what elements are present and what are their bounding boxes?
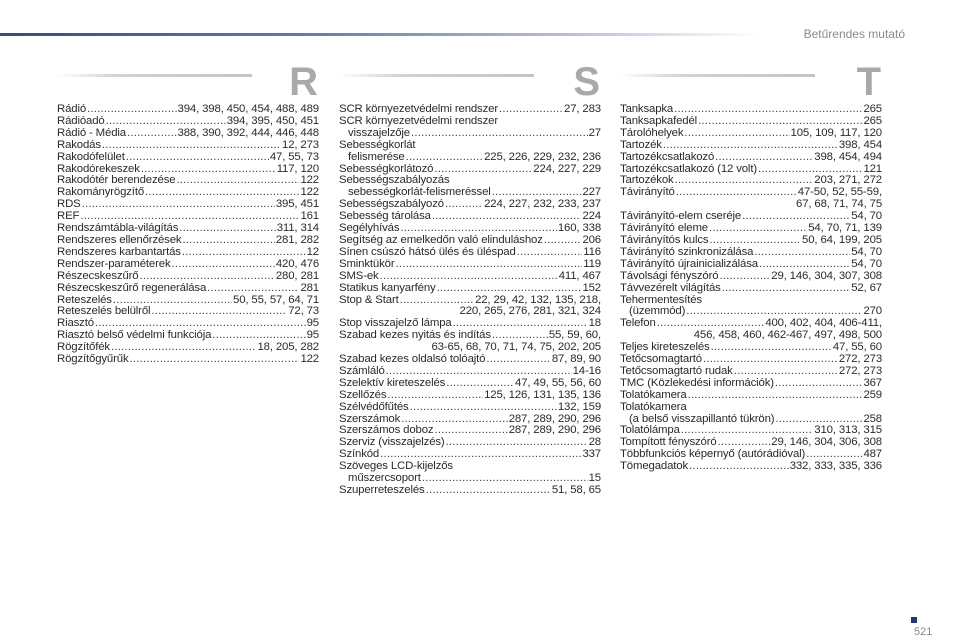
entry-pages: 119 <box>583 257 601 270</box>
leader-dots <box>711 342 832 354</box>
entry-row <box>339 259 601 271</box>
entry-pages: 259 <box>863 388 882 401</box>
entry-pages: 29, 146, 304, 306, 308 <box>771 436 882 449</box>
entry-pages: 47, 49, 55, 56, 60 <box>515 376 601 389</box>
entry-pages-continued: 220, 265, 276, 281, 321, 324 <box>459 305 601 318</box>
entry-row <box>620 128 882 140</box>
leader-dots <box>446 437 588 449</box>
entry-term: Távirányító újrainicializálása <box>620 257 758 270</box>
entry-pages: 272, 273 <box>838 353 882 366</box>
entry-pages: 258 <box>863 412 882 425</box>
leader-dots <box>395 259 582 271</box>
entry-row <box>620 259 882 271</box>
entry-term: Szöveges LCD-kijelzős <box>339 460 453 473</box>
index-entry <box>339 461 601 485</box>
leader-dots <box>387 390 483 402</box>
leader-dots <box>445 199 483 211</box>
entry-pages: 54, 70, 71, 139 <box>808 222 882 235</box>
letter-divider <box>339 74 534 77</box>
entry-row <box>339 402 601 414</box>
entry-term: Rendszeres karbantartás <box>57 245 181 258</box>
entry-pages: 14-16 <box>572 364 601 377</box>
leader-dots <box>82 199 275 211</box>
entry-pages: 12, 273 <box>282 138 319 151</box>
entry-list <box>339 104 601 497</box>
entry-term: Távirányító eleme <box>620 222 708 235</box>
entry-term: Reteszelés belülről <box>57 305 151 318</box>
entry-subterm: műszercsoport <box>348 472 421 485</box>
entry-pages: 54, 70 <box>851 245 882 258</box>
index-entry <box>339 175 601 199</box>
entry-pages: 15 <box>588 472 601 485</box>
index-entry <box>620 259 882 271</box>
entry-subterm: visszajelzője <box>348 126 410 139</box>
entry-term: Tartozék <box>620 138 662 151</box>
entry-pages: 281 <box>300 281 319 294</box>
index-entry <box>57 271 319 283</box>
entry-pages-continued: 67, 68, 71, 74, 75 <box>796 198 882 211</box>
entry-term: Tanksapkafedél <box>620 114 698 127</box>
index-entry <box>620 271 882 283</box>
entry-term: Telefon <box>620 317 656 330</box>
entry-pages: 388, 390, 392, 444, 446, 448 <box>177 126 319 139</box>
entry-pages: 51, 58, 65 <box>551 484 601 496</box>
index-entry <box>339 283 601 295</box>
leader-dots <box>688 390 863 402</box>
index-entry <box>339 485 601 497</box>
index-entry <box>57 140 319 152</box>
entry-pages: 281, 282 <box>275 233 319 246</box>
entry-row <box>57 152 319 164</box>
entry-term: Segítség az emelkedőn való elinduláshoz <box>339 233 543 246</box>
entry-row <box>57 259 319 271</box>
entry-pages: 287, 289, 290, 296 <box>508 424 601 437</box>
entry-term: Számláló <box>339 364 385 377</box>
leader-dots <box>411 128 588 140</box>
entry-pages: 87, 89, 90 <box>551 353 601 366</box>
entry-term: Szuperreteszelés <box>339 484 425 496</box>
entry-term: Távirányító <box>620 186 675 199</box>
entry-term: Rádióadó <box>57 114 105 127</box>
entry-term: Tanksapka <box>620 103 674 115</box>
entry-list <box>57 104 319 366</box>
index-entry <box>620 283 882 295</box>
entry-row <box>620 152 882 164</box>
entry-term: Rendszeres ellenőrzések <box>57 233 182 246</box>
leader-dots <box>676 187 797 199</box>
entry-term: Szellőzés <box>339 388 387 401</box>
leader-dots <box>446 378 514 390</box>
entry-term: Stop visszajelző lámpa <box>339 317 452 330</box>
index-entry <box>620 152 882 164</box>
entry-pages: 12 <box>306 245 319 258</box>
page-number: 521 <box>914 626 933 638</box>
entry-pages: 227 <box>582 186 601 199</box>
leader-dots <box>102 140 281 152</box>
entry-row <box>339 485 601 497</box>
entry-pages: 22, 29, 42, 132, 135, 218, <box>475 293 601 306</box>
leader-dots <box>674 104 862 116</box>
leader-dots <box>499 104 563 116</box>
entry-pages: 28 <box>588 436 601 449</box>
index-entry <box>339 271 601 283</box>
entry-row <box>57 247 319 259</box>
entry-pages: 47, 55, 73 <box>269 150 319 163</box>
entry-term: SCR környezetvédelmi rendszer <box>339 114 498 127</box>
entry-pages: 272, 273 <box>838 364 882 377</box>
entry-row <box>339 128 601 140</box>
leader-dots <box>437 283 582 295</box>
entry-row <box>339 283 601 295</box>
index-entry <box>620 247 882 259</box>
entry-term: Rakodás <box>57 138 101 151</box>
entry-pages: 398, 454 <box>838 138 882 151</box>
index-entry <box>339 247 601 259</box>
entry-pages: 27, 283 <box>564 103 601 115</box>
index-entry <box>620 402 882 426</box>
leader-dots <box>139 271 274 283</box>
entry-pages: 47, 55, 60 <box>832 341 882 354</box>
entry-row <box>57 354 319 366</box>
index-entry <box>620 461 882 473</box>
entry-term: Részecskeszűrő regenerálása <box>57 281 207 294</box>
index-entry <box>620 187 882 211</box>
entry-pages: 161 <box>300 210 319 223</box>
leader-dots <box>182 235 274 247</box>
entry-pages: 411, 467 <box>558 269 601 282</box>
entry-term: Szerviz (visszajelzés) <box>339 436 445 449</box>
entry-row <box>57 306 319 318</box>
index-entry <box>339 259 601 271</box>
entry-row <box>339 378 601 390</box>
entry-pages: 310, 313, 315 <box>814 424 882 437</box>
entry-term: Segélyhívás <box>339 222 400 235</box>
entry-row <box>620 247 882 259</box>
entry-term: Többfunkciós képernyő (autórádióval) <box>620 448 806 461</box>
leader-dots <box>715 152 813 164</box>
entry-pages: 398, 454, 494 <box>814 150 882 163</box>
entry-pages: 116 <box>583 245 601 258</box>
entry-term: Szerszámok <box>339 412 401 425</box>
entry-subterm: felismerése <box>348 150 405 163</box>
entry-term: SCR környezetvédelmi rendszer <box>339 103 498 115</box>
entry-term: Tompított fényszóró <box>620 436 717 449</box>
entry-pages: 105, 109, 117, 120 <box>790 126 882 139</box>
letter-divider <box>620 74 815 77</box>
entry-term: Tartozékok <box>620 174 674 187</box>
entry-row <box>57 128 319 140</box>
entry-row <box>339 152 601 164</box>
entry-pages: 394, 395, 450, 451 <box>226 114 319 127</box>
entry-term: Rakodótér berendezése <box>57 174 176 187</box>
entry-pages: 95 <box>306 317 319 330</box>
index-entry <box>620 128 882 140</box>
entry-term: Rögzítőfék <box>57 341 110 354</box>
leader-dots <box>775 378 863 390</box>
entry-row <box>620 140 882 152</box>
entry-pages: 117, 120 <box>276 162 319 175</box>
leader-dots <box>754 247 850 259</box>
leader-dots <box>130 354 300 366</box>
leader-dots <box>517 247 583 259</box>
index-entry <box>339 330 601 354</box>
entry-term: Távvezérelt világítás <box>620 281 721 294</box>
entry-pages-continued: 456, 458, 460, 462-467, 497, 498, 500 <box>693 329 882 342</box>
index-entry <box>620 390 882 402</box>
entry-row <box>57 140 319 152</box>
entry-pages: 18 <box>588 317 601 330</box>
entry-pages: 280, 281 <box>275 269 319 282</box>
index-entry <box>57 128 319 140</box>
entry-term: Statikus kanyarfény <box>339 281 436 294</box>
entry-subterm: sebességkorlát-felismeréssel <box>348 186 491 199</box>
index-entry <box>339 295 601 319</box>
entry-pages: 121 <box>863 162 882 175</box>
entry-term: Sebességkorlátozó <box>339 162 434 175</box>
entry-pages: 122 <box>300 353 319 366</box>
leader-dots <box>151 306 287 318</box>
leader-dots <box>684 128 789 140</box>
entry-pages: 54, 70 <box>851 210 882 223</box>
entry-term: Rendszámtábla-világítás <box>57 222 179 235</box>
index-entry <box>339 116 601 140</box>
leader-dots <box>127 128 177 140</box>
entry-term: Sebességkorlát <box>339 138 416 151</box>
entry-term: SMS-ek <box>339 269 379 282</box>
entry-pages: 50, 55, 57, 64, 71 <box>233 293 319 306</box>
entry-pages: 337 <box>582 448 601 461</box>
entry-term: Távirányító szinkronizálása <box>620 245 754 258</box>
entry-term: Rakodórekeszek <box>57 162 140 175</box>
leader-dots <box>722 283 851 295</box>
leader-dots <box>689 461 789 473</box>
entry-pages: 54, 70 <box>851 257 882 270</box>
entry-pages: 122 <box>300 174 319 187</box>
index-entry <box>339 140 601 164</box>
entry-row <box>620 283 882 295</box>
leader-dots <box>486 354 550 366</box>
entry-term: Tolatókamera <box>620 388 687 401</box>
leader-dots <box>544 235 582 247</box>
leader-dots <box>207 283 299 295</box>
entry-pages: 311, 314 <box>276 222 319 235</box>
leader-dots <box>182 247 306 259</box>
entry-pages: 265 <box>863 114 882 127</box>
header-accent-bar <box>0 33 760 36</box>
entry-term: Tolatókamera <box>620 400 687 413</box>
index-entry <box>620 378 882 390</box>
entry-term: Szelektív kireteszelés <box>339 376 446 389</box>
leader-dots <box>172 259 275 271</box>
entry-term: Rakományrögzítő <box>57 186 145 199</box>
entry-pages: 152 <box>582 281 601 294</box>
leader-dots <box>179 223 275 235</box>
index-entry <box>57 152 319 164</box>
leader-dots <box>719 271 770 283</box>
entry-term: Részecskeszűrő <box>57 269 139 282</box>
entry-term: Távirányító-elem cseréje <box>620 210 742 223</box>
entry-pages: 487 <box>863 448 882 461</box>
entry-term: Távirányítós kulcs <box>620 233 709 246</box>
entry-term: Sebesség tárolása <box>339 210 431 223</box>
entry-pages: 160, 338 <box>557 222 601 235</box>
entry-pages: 224, 227, 229 <box>533 162 601 175</box>
entry-pages: 132, 159 <box>557 400 601 413</box>
entry-pages: 122 <box>300 186 319 199</box>
index-entry <box>339 402 601 414</box>
entry-term: Sínen csúszó hátsó ülés és üléspad <box>339 245 516 258</box>
entry-pages: 72, 73 <box>288 305 319 318</box>
entry-row <box>57 271 319 283</box>
entry-pages: 29, 146, 304, 307, 308 <box>771 269 882 282</box>
entry-pages: 224, 227, 232, 233, 237 <box>484 198 601 211</box>
entry-pages: 206 <box>582 233 601 246</box>
entry-term: Szerszámos doboz <box>339 424 434 437</box>
entry-term: Rádió - Média <box>57 126 126 139</box>
entry-pages: 50, 64, 199, 205 <box>802 233 882 246</box>
entry-term: Tehermentesítés <box>620 293 702 306</box>
entry-term: Tetőcsomagtartó rudak <box>620 364 733 377</box>
leader-dots <box>126 152 269 164</box>
entry-pages: 367 <box>863 376 882 389</box>
index-entry <box>620 318 882 342</box>
entry-term: Színkód <box>339 448 380 461</box>
entry-term: Tárolóhelyek <box>620 126 684 139</box>
index-entry <box>57 306 319 318</box>
entry-pages: 225, 226, 229, 232, 236 <box>484 150 601 163</box>
entry-pages: 394, 398, 450, 454, 488, 489 <box>177 103 319 115</box>
entry-row <box>57 199 319 211</box>
leader-dots <box>709 223 807 235</box>
entry-term: RDS <box>57 198 81 211</box>
entry-pages: 270 <box>863 305 882 318</box>
entry-term: Rakodófelület <box>57 150 125 163</box>
entry-term: Riasztó <box>57 317 94 330</box>
index-entry <box>57 283 319 295</box>
index-entry <box>620 140 882 152</box>
entry-subterm: (a belső visszapillantó tükrön) <box>629 412 775 425</box>
entry-term: Sebességszabályozás <box>339 174 450 187</box>
index-entry <box>57 259 319 271</box>
entry-term: Szabad kezes oldalsó tolóajtó <box>339 353 486 366</box>
entry-pages: 203, 271, 272 <box>814 174 882 187</box>
leader-dots <box>426 485 551 497</box>
entry-pages: 52, 67 <box>851 281 882 294</box>
entry-pages: 55, 59, 60, <box>548 329 601 342</box>
index-entry <box>339 390 601 402</box>
entry-row <box>620 271 882 283</box>
entry-term: Tetőcsomagtartó <box>620 353 702 366</box>
entry-pages: 95 <box>306 329 319 342</box>
entry-term: TMC (Közlekedési információk) <box>620 376 774 389</box>
section-letter: S <box>573 60 600 104</box>
entry-pages: 395, 451 <box>275 198 319 211</box>
entry-row <box>339 247 601 259</box>
index-entry <box>57 247 319 259</box>
entry-pages: 265 <box>863 103 882 115</box>
entry-term: Rádió <box>57 103 87 115</box>
entry-term: Tartozékcsatlakozó (12 volt) <box>620 162 757 175</box>
entry-pages: 332, 333, 335, 336 <box>789 460 882 473</box>
page-header-title: Betűrendes mutató <box>803 27 905 41</box>
entry-term: Tömegadatok <box>620 460 689 473</box>
entry-row <box>339 271 601 283</box>
entry-term: Szélvédőfűtés <box>339 400 409 413</box>
footer-marker <box>911 617 917 623</box>
entry-term: Tartozékcsatlakozó <box>620 150 715 163</box>
entry-pages: 420, 476 <box>275 257 319 270</box>
entry-row <box>57 283 319 295</box>
entry-pages: 18, 205, 282 <box>257 341 319 354</box>
section-letter: R <box>289 60 318 104</box>
leader-dots <box>410 402 557 414</box>
section-letter: T <box>856 60 881 104</box>
index-entry <box>57 199 319 211</box>
entry-term: Teljes kireteszelés <box>620 341 710 354</box>
leader-dots <box>380 271 558 283</box>
entry-term: Reteszelés <box>57 293 112 306</box>
index-entry <box>620 295 882 319</box>
entry-pages: 224 <box>582 210 601 223</box>
leader-dots <box>663 140 838 152</box>
entry-term: Távolsági fényszóró <box>620 269 719 282</box>
leader-dots <box>675 175 814 187</box>
leader-dots <box>434 425 507 437</box>
leader-dots <box>176 175 299 187</box>
entry-row <box>620 390 882 402</box>
entry-term: Riasztó belső védelmi funkciója <box>57 329 212 342</box>
entry-term: REF <box>57 210 80 223</box>
leader-dots <box>759 259 850 271</box>
leader-dots <box>406 152 484 164</box>
entry-row <box>620 461 882 473</box>
entry-row <box>339 390 601 402</box>
entry-pages: 47-50, 52, 55-59, <box>797 186 882 199</box>
index-entry <box>339 378 601 390</box>
entry-pages: 400, 402, 404, 406-411, <box>765 317 882 330</box>
entry-term: Sebességszabályozó <box>339 198 444 211</box>
entry-pages: 287, 289, 290, 296 <box>508 412 601 425</box>
entry-subterm: (üzemmód) <box>629 305 686 318</box>
index-entry <box>57 354 319 366</box>
entry-term: Tolatólámpa <box>620 424 680 437</box>
entry-pages-continued: 63-65, 68, 70, 71, 74, 75, 202, 205 <box>431 341 601 354</box>
entry-term: Sminktükör <box>339 257 395 270</box>
entry-pages: 27 <box>588 126 601 139</box>
letter-divider <box>57 74 252 77</box>
entry-row <box>620 378 882 390</box>
entry-term: Szabad kezes nyitás és indítás <box>339 329 491 342</box>
leader-dots <box>111 342 257 354</box>
entry-pages: 125, 126, 131, 135, 136 <box>484 388 601 401</box>
entry-list <box>620 104 882 473</box>
entry-term: Rögzítőgyűrűk <box>57 353 129 366</box>
entry-term: Rendszer-paraméterek <box>57 257 171 270</box>
entry-term: Stop & Start <box>339 293 399 306</box>
